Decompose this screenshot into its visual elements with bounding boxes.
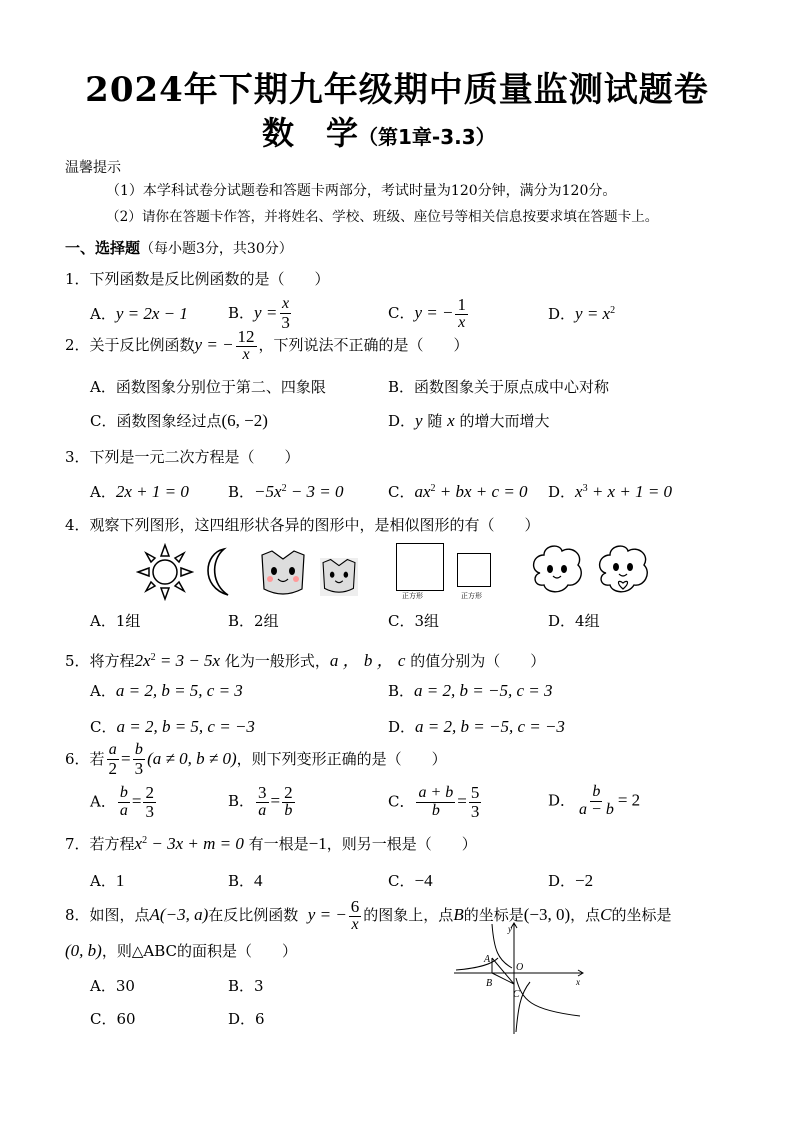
graph-label-o: O <box>516 962 524 973</box>
q5-option-a: A．a = 2, b = 5, c = 3 <box>90 681 243 700</box>
q8-option-c: C．60 <box>90 1010 136 1028</box>
q1-option-d: D．$y = x^2$ <box>548 304 616 323</box>
q5-option-c: C．a = 2, b = 5, c = −3 <box>90 717 255 736</box>
square-large <box>396 543 444 591</box>
q6-stem: 6．若 $\frac{a}{2}$ = $\frac{b}{3}$ (a ≠ 0, b ≠ 0)，则下列变形正确的是（ ） <box>65 741 447 778</box>
section-heading <box>65 237 293 258</box>
q8-option-d: D．6 <box>228 1010 265 1028</box>
q3-option-c: C．$ax^2$ + bx + c = 0 <box>388 482 528 501</box>
q5-option-d: D．a = 2, b = −5, c = −3 <box>388 717 565 736</box>
square-small-caption: 正方形 <box>461 592 482 600</box>
q2-option-c: C．函数图象经过点(6, −2) <box>90 411 268 430</box>
q2-stem: 2．关于反比例函数y = − $\frac{12}{x}$ ，下列说法不正确的是（ ） <box>65 327 469 363</box>
exam-title: 2024年下期九年级期中质量监测试题卷 <box>85 70 709 110</box>
q3-option-d: D．$x^3 + x + 1 = 0$ <box>548 482 673 501</box>
cloud-face-icon <box>530 543 584 595</box>
q3-option-a: A．2x + 1 = 0 <box>90 482 189 501</box>
q7-option-b: B．4 <box>228 871 263 890</box>
q3-stem: 3．下列是一元二次方程是（ ） <box>65 448 300 466</box>
subject-name: 数 学 <box>262 114 359 152</box>
q2-option-b: B．函数图象关于原点成中心对称 <box>388 378 610 396</box>
q4-option-c: C．3组 <box>388 612 440 630</box>
q8-option-b: B．3 <box>228 977 264 995</box>
subject-line <box>262 108 496 154</box>
q1-option-a: A．y = 2x − 1 <box>90 304 188 323</box>
segment-bc <box>492 973 514 984</box>
q1-option-c: C．y = − $\frac{1}{x}$ <box>388 295 466 331</box>
q1-option-b: B．y = $\frac{x}{3}$ <box>228 295 290 332</box>
sun-icon <box>136 543 194 601</box>
q7-option-c: C．−4 <box>388 871 433 890</box>
hyperbola-lower <box>516 978 580 1016</box>
q8-option-a: A．30 <box>90 977 135 995</box>
q5-stem: 5．将方程$2x^2 = 3 - 5x$ 化为一般形式，a ， b ， c 的值分别为（ ） <box>65 651 546 670</box>
q2-option-d: D．y 随 x 的增大而增大 <box>388 411 550 430</box>
segment-ac <box>492 958 514 984</box>
cat-face-large-icon <box>258 549 308 599</box>
graph-label-b: B <box>486 978 493 989</box>
q4-option-a: A．1组 <box>90 612 141 630</box>
q4-stem: 4．观察下列图形，这四组形状各异的图形中，是相似图形的有（ ） <box>65 516 540 534</box>
q7-option-d: D．−2 <box>548 871 594 890</box>
q4-option-b: B．2组 <box>228 612 279 630</box>
square-large-caption: 正方形 <box>402 592 423 600</box>
q6-option-b: B． $\frac{3}{a}$ = $\frac{2}{b}$ <box>228 783 293 819</box>
q1-stem: 1．下列函数是反比例函数的是（ ） <box>65 270 330 288</box>
chapter-scope: （第1章-3.3） <box>358 125 496 149</box>
q4-option-d: D．4组 <box>548 612 600 630</box>
q6-option-d: D． $\frac{b}{a - b}$ = 2 <box>548 783 641 818</box>
q2-option-a: A．函数图象分别位于第二、四象限 <box>90 378 326 396</box>
graph-label-y: y <box>508 924 512 934</box>
square-small <box>457 553 491 587</box>
q5-option-b: B．a = 2, b = −5, c = 3 <box>388 681 553 700</box>
q3-option-b: B．$-5x^2 - 3 = 0$ <box>228 482 344 501</box>
moon-icon <box>198 547 234 597</box>
cloud-face-heart-icon <box>596 543 650 601</box>
graph-label-c: C <box>513 989 520 1000</box>
cat-face-small-icon <box>320 558 358 596</box>
graph-label-a: A <box>484 954 491 965</box>
q7-stem: 7．若方程$x^2 - 3x + m = 0$ 有一根是−1，则另一根是（ ） <box>65 834 477 853</box>
q6-option-c: C． $\frac{a + b}{b}$ = $\frac{5}{3}$ <box>388 783 480 821</box>
q8-graph <box>450 920 590 1038</box>
graph-label-x: x <box>576 977 580 987</box>
q8-stem-line1: 8．如图，点A(−3, a)在反比例函数 y = − $\frac{6}{x}$ 的图象上，点B的坐标是(−3, 0)，点C的坐标是 <box>65 897 672 933</box>
q7-option-a: A．1 <box>90 871 125 890</box>
tips-line-2: （2）请你在答题卡作答，并将姓名、学校、班级、座位号等相关信息按要求填在答题卡上。 <box>106 209 659 225</box>
tips-line-1: （1）本学科试卷分试题卷和答题卡两部分，考试时量为120分钟，满分为120分。 <box>106 183 617 199</box>
q6-option-a: A． $\frac{b}{a}$ = $\frac{2}{3}$ <box>90 783 154 821</box>
section-title: 一、选择题 <box>65 239 141 257</box>
q8-stem-line2: (0, b)，则△ABC的面积是（ ） <box>65 941 297 960</box>
section-note: （每小题3分，共30分） <box>140 241 293 257</box>
tips-heading: 温馨提示 <box>65 160 121 176</box>
